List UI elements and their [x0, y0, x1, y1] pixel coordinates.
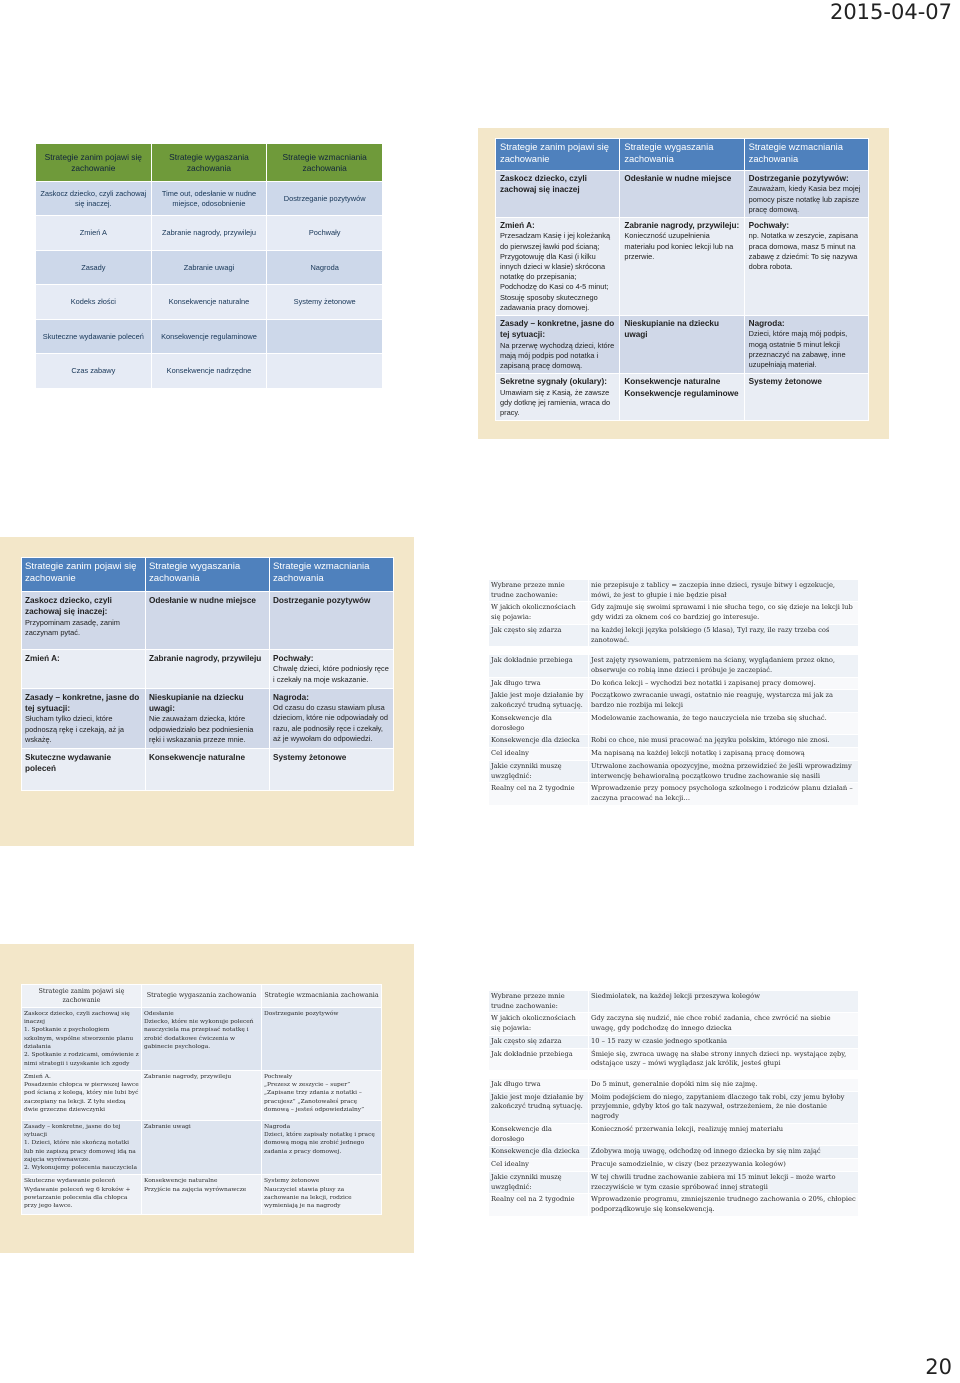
row-label: Cel idealny	[489, 748, 589, 761]
row-value: Gdy zajmuje się swoimi sprawami i nie słucha tego, co się dzieje na lekcji lub gdy widzi za oknem coś co bardziej go interesuje.	[589, 602, 859, 624]
slide-6	[475, 944, 889, 1253]
table-cell: Konsekwencje naturalne Konsekwencje regulaminowe	[620, 374, 744, 421]
table-row	[489, 1123, 859, 1145]
table-header-row	[22, 985, 382, 1008]
table-cell: Pochwały „Prezesz w zeszycie – super” „Zapisane trzy zdania z notatki – pracujesz” „Zanotowałeś pracę domową – jesteś odpowiedzialny”	[262, 1070, 382, 1120]
table-row	[489, 690, 859, 712]
table-cell: Dostrzeganie pozytywów	[267, 182, 383, 216]
table-row	[489, 735, 859, 748]
table-row	[36, 182, 383, 216]
table-cell: Dostrzeganie pozytywów	[262, 1007, 382, 1070]
slide-5	[0, 944, 414, 1253]
table-cell	[267, 320, 383, 354]
table-cell: Zmień A. Posadzenie chłopca w pierwszej ławce pod ścianą z kolegą, który nie lubi być zaczepiany na lekcji. Z tyłu siedzą dwie grzeczne dziewczynki	[22, 1070, 142, 1120]
table-row	[489, 655, 859, 677]
strategies-table	[21, 557, 394, 791]
table-cell: Nagroda: Dzieci, które mają mój podpis, mogą ostatnie 5 minut lekcji przeznaczyć na zabawę, inne uzupełniają materiał.	[744, 316, 868, 374]
table-cell: Zabranie nagrody, przywileju	[151, 216, 267, 251]
table-row	[489, 991, 859, 1013]
row-label: Wybrane przeze mnie trudne zachowanie:	[489, 580, 589, 602]
table-cell: Dostrzeganie pozytywów	[270, 592, 394, 650]
table-cell: Sekretne sygnały (okulary): Umawiam się z Kasią, że zawsze gdy dotknę jej ramienia, wraca do pracy.	[496, 374, 620, 421]
row-label: Jak długo trwa	[489, 1079, 589, 1092]
table-row	[22, 592, 394, 650]
table-cell: Skuteczne wydawanie poleceń	[22, 749, 146, 791]
table-cell: Kodeks złości	[36, 285, 152, 320]
table-cell: Zabranie uwagi	[142, 1120, 262, 1175]
slide-2	[478, 128, 889, 439]
table-cell: Zmień A: Przesadzam Kasię i jej koleżanką do pierwszej ławki pod ścianą; Przygotowuję dla Kasi (i kilku innych dzieci w klasie) skrócona notatkę do przepisania; Podchodzę do Kasi co 4-5 minut; Stosuję sposoby skutecznego zadawania pracy domowej.	[496, 217, 620, 315]
row-label: Realny cel na 2 tygodnie	[489, 1194, 589, 1216]
table-cell: Odesłanie Dziecko, które nie wykonuje poleceń nauczyciela ma przepisać notatkę i zrobić dodatkowe ćwiczenia w gabinecie psychologa.	[142, 1007, 262, 1070]
row-value: Śmieje się, zwraca uwagę na słabe strony innych dzieci np. wystające zęby, odstające uszy – mówi wyglądasz jak królik, jesteś głupi	[589, 1048, 859, 1070]
table-cell: Zasady – konkretne, jasne do tej sytuacji: Na przerwę wychodzą dzieci, które mają mój podpis pod notatka i zapisaną pracę domową.	[496, 316, 620, 374]
table-header: Strategie wygaszania zachowania	[620, 139, 744, 171]
table-row	[496, 171, 869, 218]
table-header: Strategie zanim pojawi się zachowanie	[496, 139, 620, 171]
row-value: 10 – 15 razy w czasie jednego spotkania	[589, 1035, 859, 1048]
row-label: Jakie czynniki muszę uwzględnić:	[489, 1171, 589, 1193]
table-cell: Skuteczne wydawanie poleceń Wydawanie poleceń wg 6 kroków + powtarzanie polecenia dla chłopca przy jego ławce.	[22, 1175, 142, 1215]
strategies-table	[21, 984, 382, 1215]
table-row	[489, 760, 859, 782]
table-cell: Zasady – konkretne, jasne do tej sytuacji 1. Dzieci, które nie skończą notatki lub nie zapiszą pracy domowej idą na zajęcia wyrównawcze. 2. Wykonujemy polecenia nauczyciela	[22, 1120, 142, 1175]
row-label: Konsekwencje dla dorosłego	[489, 1123, 589, 1145]
page-number: 20	[925, 1355, 952, 1379]
table-row	[489, 1159, 859, 1172]
row-value: Wprowadzenie przy pomocy psychologa szkolnego i rodziców planu działań – zaczyna pracować na lekcji…	[589, 783, 859, 805]
row-label: Realny cel na 2 tygodnie	[489, 783, 589, 805]
table-cell: Systemy żetonowe	[267, 285, 383, 320]
table-cell: Pochwały: np. Notatka w zeszycie, zapisana praca domowa, masz 5 minut na zabawę z dziećmi: To się nazywa dobra robota.	[744, 217, 868, 315]
table-row	[489, 748, 859, 761]
table-header: Strategie wzmacniania zachowania	[262, 985, 382, 1008]
row-value: Modelowanie zachowania, że tego nauczyciela nie trzeba się słuchać.	[589, 712, 859, 734]
table-cell: Systemy żetonowe	[744, 374, 868, 421]
row-label: W jakich okolicznościach się pojawia:	[489, 1013, 589, 1035]
table-row	[489, 1035, 859, 1048]
row-value: Gdy zaczyna się nudzić, nie chce robić zadania, chce zwrócić na siebie uwagę, gdy podchodzę do innego dziecka	[589, 1013, 859, 1035]
table-row	[22, 650, 394, 689]
row-label: Jak dokładnie przebiega	[489, 1048, 589, 1070]
table-row	[489, 677, 859, 690]
row-label: Jak dokładnie przebiega	[489, 655, 589, 677]
table-cell: Nieskupianie na dziecku uwagi: Nie zauważam dziecka, które odpowiedziało bez podniesienia ręki i wskazania przeze mnie.	[146, 688, 270, 748]
row-value: Moim podejściem do niego, zapytaniem dlaczego tak robi, czy jemu byłoby przyjemnie, gdyby ktoś go tak nazywał, ostrzeżeniem, że nie dostanie nagrody	[589, 1091, 859, 1123]
strategies-table	[35, 143, 383, 389]
behavior-analysis-table	[488, 990, 859, 1217]
table-header: Strategie zanim pojawi się zachowanie	[22, 558, 146, 592]
row-value: Początkowo zwracanie uwagi, ostatnio nie reaguję, wystarcza mi jak za bardzo nie rozbija mi lekcji	[589, 690, 859, 712]
table-row	[489, 1079, 859, 1092]
table-row	[489, 783, 859, 805]
table-row	[496, 374, 869, 421]
table-row	[22, 688, 394, 748]
row-label: Jak długo trwa	[489, 677, 589, 690]
table-row	[496, 316, 869, 374]
table-cell: Zmień A	[36, 216, 152, 251]
table-row	[22, 749, 394, 791]
slide-4	[475, 537, 889, 846]
table-cell: Skuteczne wydawanie poleceń	[36, 320, 152, 354]
table-row	[36, 285, 383, 320]
table-row	[489, 1091, 859, 1123]
slide-1	[30, 130, 415, 440]
row-value: nie przepisuje z tablicy = zaczepia inne dzieci, rysuje bitwy i egzekucje, mówi, że jest to głupie i nie będzie pisał	[589, 580, 859, 602]
table-row	[36, 251, 383, 285]
table-header: Strategie zanim pojawi się zachowanie	[36, 144, 152, 182]
row-label: Jak często się zdarza	[489, 1035, 589, 1048]
row-gap	[489, 1071, 859, 1079]
table-row	[496, 217, 869, 315]
row-value: Utrwalone zachowania opozycyjne, można przewidzieć że jeśli wprowadzimy interwencję behawioralną początkowo trudne zachowanie się nasili	[589, 760, 859, 782]
table-cell: Konsekwencje naturalne	[151, 285, 267, 320]
table-cell: Time out, odesłanie w nudne miejsce, odosobnienie	[151, 182, 267, 216]
table-header: Strategie zanim pojawi się zachowanie	[22, 985, 142, 1008]
table-cell: Systemy żetonowe	[270, 749, 394, 791]
table-row	[22, 1175, 382, 1215]
row-value: Zdobywa moją uwagę, odchodzę od innego dziecka by się nim zająć	[589, 1146, 859, 1159]
row-label: W jakich okolicznościach się pojawia:	[489, 602, 589, 624]
table-cell: Zabranie nagrody, przywileju: Konieczność uzupełnienia materiału pod koniec lekcji lub na przerwie.	[620, 217, 744, 315]
row-value: Robi co chce, nie musi pracować na języku polskim, którego nie znosi.	[589, 735, 859, 748]
table-cell: Systemy żetonowe Nauczyciel stawia plusy za zachowanie na lekcji, rodzice wymieniają je na nagrody	[262, 1175, 382, 1215]
table-cell: Nagroda: Od czasu do czasu stawiam plusa dzieciom, które nie odpowiadały od razu, ale podnosiły ręce i czekały, aż je wywołam do odpowiedzi.	[270, 688, 394, 748]
strategies-table	[495, 138, 869, 421]
table-cell: Nieskupianie na dziecku uwagi	[620, 316, 744, 374]
table-header-row	[496, 139, 869, 171]
row-value: Siedmiolatek, na każdej lekcji przeszywa kolegów	[589, 991, 859, 1013]
table-row	[22, 1070, 382, 1120]
table-cell: Konsekwencje naturalne	[146, 749, 270, 791]
row-label: Wybrane przeze mnie trudne zachowanie:	[489, 991, 589, 1013]
row-label: Jakie jest moje działanie by zakończyć trudną sytuację.	[489, 1091, 589, 1123]
row-value: Do 5 minut, generalnie dopóki nim się nie zajmę.	[589, 1079, 859, 1092]
table-cell: Pochwały	[267, 216, 383, 251]
table-cell: Zabranie uwagi	[151, 251, 267, 285]
row-value: Wprowadzenie programu, zmniejszenie trudnego zachowania o 20%, chłopiec podporządkowuje się konsekwencją.	[589, 1194, 859, 1216]
table-cell: Zabranie nagrody, przywileju	[142, 1070, 262, 1120]
table-row	[489, 712, 859, 734]
table-row	[489, 624, 859, 646]
row-value: Ma napisaną na każdej lekcji notatkę i zapisaną pracę domową	[589, 748, 859, 761]
table-cell: Dostrzeganie pozytywów: Zauważam, kiedy Kasia bez mojej pomocy pisze notatkę lub zapisze pracę domową.	[744, 171, 868, 218]
table-cell: Zaskocz dziecko, czyli zachowaj się inaczej 1. Spotkanie z psychologiem szkolnym, wspólne stworzenie planu działania 2. Spotkanie z rodzicami, omówienie z nimi strategii i uzyskanie ich zgody	[22, 1007, 142, 1070]
row-label: Jak często się zdarza	[489, 624, 589, 646]
table-cell: Zasady – konkretne, jasne do tej sytuacji: Słucham tylko dzieci, które podnoszą rękę i czekają, aż ja wskażę.	[22, 688, 146, 748]
table-cell: Zabranie nagrody, przywileju	[146, 650, 270, 689]
row-label: Konsekwencje dla dorosłego	[489, 712, 589, 734]
table-header: Strategie wzmacniania zachowania	[270, 558, 394, 592]
table-row	[489, 1013, 859, 1035]
table-cell: Zasady	[36, 251, 152, 285]
table-cell: Konsekwencje regulaminowe	[151, 320, 267, 354]
table-cell: Odesłanie w nudne miejsce	[146, 592, 270, 650]
table-header: Strategie wzmacniania zachowania	[267, 144, 383, 182]
table-cell: Zaskocz dziecko, czyli zachowaj się inaczej.	[36, 182, 152, 216]
table-row	[489, 580, 859, 602]
row-value: Do końca lekcji – wychodzi bez notatki i zapisanej pracy domowej.	[589, 677, 859, 690]
table-cell: Zaskocz dziecko, czyli zachowaj się inaczej	[496, 171, 620, 218]
table-row	[489, 1194, 859, 1216]
row-value: W tej chwili trudne zachowanie zabiera mi 15 minut lekcji – może warto rzeczywiście w tym czasie spróbować innej strategii	[589, 1171, 859, 1193]
row-value: Konieczność przerwania lekcji, realizuję mniej materiału	[589, 1123, 859, 1145]
table-row	[36, 354, 383, 389]
row-label: Konsekwencje dla dziecka	[489, 735, 589, 748]
table-row	[36, 216, 383, 251]
table-header: Strategie wygaszania zachowania	[146, 558, 270, 592]
table-cell: Konsekwencje nadrzędne	[151, 354, 267, 389]
row-label: Konsekwencje dla dziecka	[489, 1146, 589, 1159]
row-label: Jakie jest moje działanie by zakończyć trudną sytuację.	[489, 690, 589, 712]
table-header-row	[22, 558, 394, 592]
table-cell: Odesłanie w nudne miejsce	[620, 171, 744, 218]
table-row	[22, 1007, 382, 1070]
table-cell: Zaskocz dziecko, czyli zachowaj się inaczej: Przypominam zasadę, zanim zaczynam pytać.	[22, 592, 146, 650]
row-label: Jakie czynniki muszę uwzględnić:	[489, 760, 589, 782]
table-cell: Nagroda Dzieci, które zapisały notatkę i pracę domową mogą nie zrobić jednego zadania z pracy domowej.	[262, 1120, 382, 1175]
row-gap	[489, 647, 859, 655]
table-row	[22, 1120, 382, 1175]
table-row	[489, 1146, 859, 1159]
table-cell: Nagroda	[267, 251, 383, 285]
table-cell: Czas zabawy	[36, 354, 152, 389]
row-value: na każdej lekcji języka polskiego (5 klasa), Tyl razy, ile razy trzeba coś zanotować.	[589, 624, 859, 646]
table-header: Strategie wygaszania zachowania	[151, 144, 267, 182]
table-row	[489, 1171, 859, 1193]
behavior-analysis-table	[488, 579, 859, 806]
table-header: Strategie wygaszania zachowania	[142, 985, 262, 1008]
table-row	[36, 320, 383, 354]
table-cell: Konsekwencje naturalne Przyjście na zajęcia wyrównawcze	[142, 1175, 262, 1215]
row-value: Jest zajęty rysowaniem, patrzeniem na ściany, wyglądaniem przez okno, obserwuje co robią inne dzieci i próbuje je zaczepiać.	[589, 655, 859, 677]
table-cell	[267, 354, 383, 389]
table-cell: Zmień A:	[22, 650, 146, 689]
table-cell: Pochwały: Chwalę dzieci, które podniosły ręce i czekały na moje wskazanie.	[270, 650, 394, 689]
row-value: Pracuje samodzielnie, w ciszy (bez przezywania kolegów)	[589, 1159, 859, 1172]
slide-3	[0, 537, 414, 846]
table-row	[489, 1048, 859, 1070]
table-header: Strategie wzmacniania zachowania	[744, 139, 868, 171]
header-date: 2015-04-07	[829, 0, 952, 24]
table-row	[489, 602, 859, 624]
row-label: Cel idealny	[489, 1159, 589, 1172]
